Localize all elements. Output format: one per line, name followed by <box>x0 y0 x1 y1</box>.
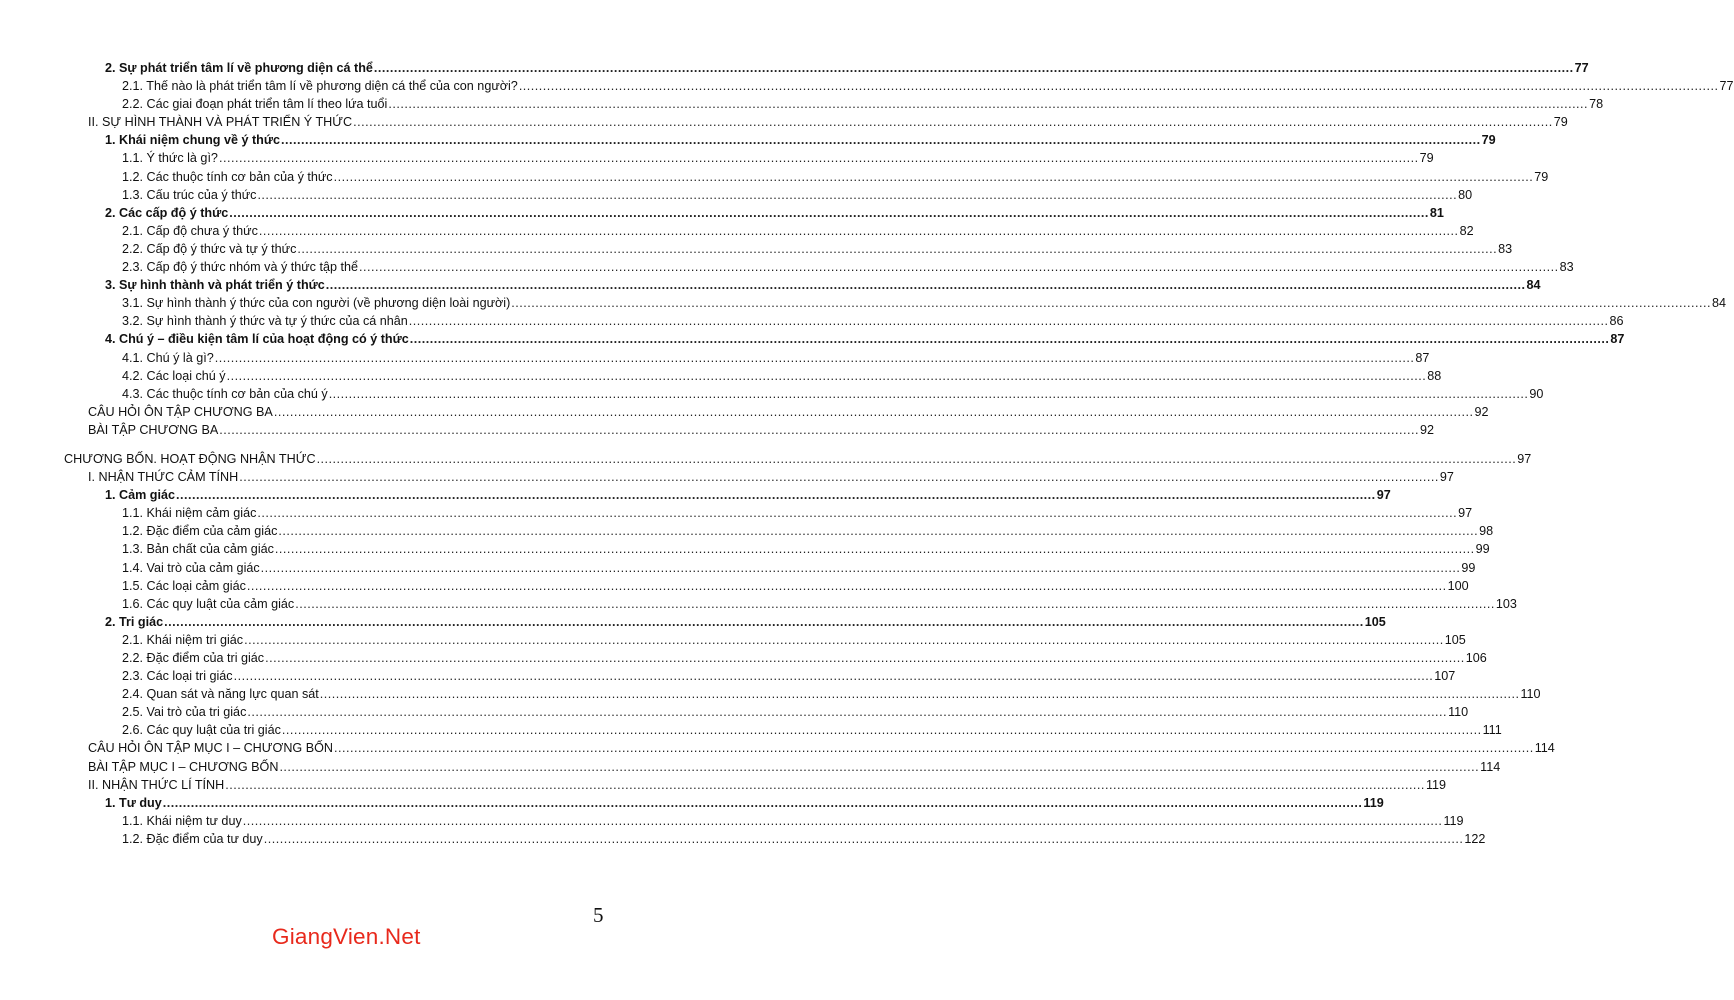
toc-entry-page: 77 <box>1719 79 1734 94</box>
toc-entry-page: 92 <box>1419 422 1434 437</box>
toc-entry-title: 2.1. Cấp độ chưa ý thức <box>122 223 258 238</box>
dot-leader: ............................................................................................................................................................................................................................................................................................................ <box>297 241 1498 256</box>
toc-row <box>0 504 1473 522</box>
toc-entry-page: 97 <box>1376 488 1391 503</box>
toc-entry[interactable] <box>105 794 1384 812</box>
dot-leader: ............................................................................................................................................................................................................................................................................................................ <box>295 596 1495 611</box>
toc-row <box>0 830 1486 848</box>
toc-entry-title: 3.1. Sự hình thành ý thức của con người (về phương diện loài người) <box>122 296 511 311</box>
table-of-contents <box>0 59 1734 848</box>
toc-entry[interactable] <box>122 168 1549 186</box>
toc-row <box>0 113 1568 131</box>
toc-entry-page: 105 <box>1364 614 1386 629</box>
toc-row <box>0 721 1502 739</box>
page-number: 5 <box>593 903 604 927</box>
toc-entry-title: CÂU HỎI ÔN TẬP CHƯƠNG BA <box>88 404 273 419</box>
toc-row <box>0 385 1544 403</box>
toc-entry-page: 83 <box>1559 260 1574 275</box>
toc-entry-title: BÀI TẬP CHƯƠNG BA <box>88 422 219 437</box>
toc-entry-page: 92 <box>1474 404 1489 419</box>
toc-entry[interactable] <box>88 776 1447 794</box>
dot-leader: ............................................................................................................................................................................................................................................................................................................ <box>388 97 1589 112</box>
dot-leader: ............................................................................................................................................................................................................................................................................................................ <box>334 741 1534 756</box>
toc-entry[interactable] <box>122 595 1517 613</box>
toc-entry-page: 97 <box>1517 451 1532 466</box>
toc-entry[interactable] <box>88 113 1568 131</box>
toc-entry[interactable] <box>122 559 1476 577</box>
toc-entry-page: 81 <box>1429 205 1444 220</box>
toc-row <box>0 450 1532 468</box>
toc-row <box>0 739 1555 757</box>
toc-row <box>0 276 1541 294</box>
toc-row <box>0 776 1447 794</box>
toc-row <box>0 349 1430 367</box>
toc-row <box>0 613 1386 631</box>
toc-entry-title: 1.1. Khái niệm cảm giác <box>122 506 257 521</box>
dot-leader: ............................................................................................................................................................................................................................................................................................................ <box>260 560 1461 575</box>
dot-leader: ............................................................................................................................................................................................................................................................................................................ <box>280 133 1481 148</box>
dot-leader: ............................................................................................................................................................................................................................................................................................................ <box>214 350 1415 365</box>
toc-entry[interactable] <box>122 222 1474 240</box>
toc-row <box>0 540 1490 558</box>
toc-entry[interactable] <box>122 540 1490 558</box>
toc-entry-page: 86 <box>1609 314 1624 329</box>
toc-entry-title: CHƯƠNG BỐN. HOẠT ĐỘNG NHẬN THỨC <box>64 451 316 466</box>
toc-entry-title: 2. Các cấp độ ý thức <box>105 205 229 220</box>
toc-entry[interactable] <box>122 312 1624 330</box>
toc-entry-page: 105 <box>1444 632 1466 647</box>
toc-entry-page: 100 <box>1447 578 1469 593</box>
toc-entry-page: 79 <box>1553 115 1568 130</box>
toc-entry[interactable] <box>105 613 1386 631</box>
toc-entry-page: 77 <box>1574 61 1589 75</box>
toc-entry-page: 99 <box>1475 542 1490 557</box>
toc-entry[interactable] <box>122 667 1456 685</box>
toc-row <box>0 794 1384 812</box>
dot-leader: ............................................................................................................................................................................................................................................................................................................ <box>278 524 1479 539</box>
toc-entry-title: 2.5. Vai trò của tri giác <box>122 705 247 720</box>
toc-row <box>0 186 1473 204</box>
dot-leader: ............................................................................................................................................................................................................................................................................................................ <box>319 687 1520 702</box>
dot-leader: ............................................................................................................................................................................................................................................................................................................ <box>328 386 1529 401</box>
toc-row <box>0 59 1589 77</box>
toc-entry[interactable] <box>88 739 1555 757</box>
dot-leader: ............................................................................................................................................................................................................................................................................................................ <box>409 332 1610 347</box>
dot-leader: ............................................................................................................................................................................................................................................................................................................ <box>263 831 1464 846</box>
dot-leader: ............................................................................................................................................................................................................................................................................................................ <box>281 723 1482 738</box>
toc-entry-page: 82 <box>1459 223 1474 238</box>
dot-leader: ............................................................................................................................................................................................................................................................................................................ <box>358 260 1559 275</box>
toc-entry-title: 3. Sự hình thành và phát triển ý thức <box>105 278 325 293</box>
toc-row <box>0 486 1391 504</box>
toc-entry-title: 2.4. Quan sát và năng lực quan sát <box>122 687 319 702</box>
toc-row <box>0 468 1454 486</box>
toc-entry-page: 78 <box>1589 97 1604 112</box>
toc-entry-page: 106 <box>1465 651 1487 665</box>
toc-entry-title: 1.2. Đặc điểm của tư duy <box>122 831 263 846</box>
toc-entry[interactable] <box>122 186 1473 204</box>
toc-entry[interactable] <box>122 577 1469 595</box>
toc-row <box>0 667 1456 685</box>
toc-entry-title: 1.1. Khái niệm tư duy <box>122 813 242 828</box>
toc-entry-title: 4. Chú ý – điều kiện tâm lí của hoạt động có ý thức <box>105 332 409 347</box>
watermark: GiangVien.Net <box>272 924 421 949</box>
toc-row <box>0 149 1434 167</box>
dot-leader: ............................................................................................................................................................................................................................................................................................................ <box>258 223 1459 238</box>
dot-leader: ............................................................................................................................................................................................................................................................................................................ <box>518 79 1719 94</box>
toc-entry[interactable] <box>64 450 1532 468</box>
dot-leader: ............................................................................................................................................................................................................................................................................................................ <box>162 795 1363 810</box>
dot-leader: ............................................................................................................................................................................................................................................................................................................ <box>408 314 1609 329</box>
toc-entry[interactable] <box>105 486 1391 504</box>
toc-entry[interactable] <box>122 703 1469 721</box>
toc-entry[interactable] <box>122 830 1486 848</box>
toc-entry[interactable] <box>105 131 1496 149</box>
toc-entry-page: 83 <box>1498 241 1513 256</box>
toc-entry-page: 84 <box>1711 296 1726 311</box>
dot-leader: ............................................................................................................................................................................................................................................................................................................ <box>244 632 1444 647</box>
toc-entry-page: 79 <box>1481 133 1496 148</box>
toc-row <box>0 367 1442 385</box>
dot-leader: ............................................................................................................................................................................................................................................................................................................ <box>274 542 1475 557</box>
toc-entry-page: 107 <box>1434 669 1456 684</box>
toc-entry[interactable] <box>122 240 1513 258</box>
toc-entry[interactable] <box>122 294 1726 312</box>
dot-leader: ............................................................................................................................................................................................................................................................................................................ <box>279 759 1480 774</box>
toc-entry-page: 103 <box>1495 596 1517 611</box>
toc-entry-page: 87 <box>1415 350 1430 365</box>
toc-entry-page: 87 <box>1610 332 1625 347</box>
toc-entry-page: 88 <box>1427 368 1442 383</box>
toc-entry-title: 1. Cảm giác <box>105 488 175 503</box>
toc-row <box>0 240 1513 258</box>
toc-row <box>0 522 1494 540</box>
toc-entry-page: 114 <box>1534 741 1555 756</box>
dot-leader: ............................................................................................................................................................................................................................................................................................................ <box>219 422 1419 437</box>
toc-entry-title: 2.2. Đặc điểm của tri giác <box>122 651 265 665</box>
dot-leader: ............................................................................................................................................................................................................................................................................................................ <box>247 705 1448 720</box>
dot-leader: ............................................................................................................................................................................................................................................................................................................ <box>164 614 1364 629</box>
toc-row <box>0 131 1496 149</box>
toc-entry[interactable] <box>122 149 1434 167</box>
toc-row <box>0 703 1469 721</box>
dot-leader: ............................................................................................................................................................................................................................................................................................................ <box>226 368 1427 383</box>
toc-row <box>0 222 1474 240</box>
toc-entry-title: 1.2. Đặc điểm của cảm giác <box>122 524 278 539</box>
toc-row <box>0 312 1624 330</box>
toc-entry[interactable] <box>122 631 1466 649</box>
toc-entry-page: 79 <box>1419 151 1434 166</box>
toc-entry-title: 2.1. Thế nào là phát triển tâm lí về phương diện cá thể của con người? <box>122 79 518 94</box>
toc-entry-title: 2.1. Khái niệm tri giác <box>122 632 244 647</box>
toc-entry[interactable] <box>122 649 1487 667</box>
toc-entry-page: 111 <box>1482 723 1502 738</box>
dot-leader: ............................................................................................................................................................................................................................................................................................................ <box>265 651 1465 665</box>
toc-entry-title: 3.2. Sự hình thành ý thức và tự ý thức của cá nhân <box>122 314 408 329</box>
toc-entry[interactable] <box>122 522 1494 540</box>
toc-entry[interactable] <box>88 421 1434 439</box>
toc-entry[interactable] <box>122 349 1430 367</box>
toc-entry-title: 4.1. Chú ý là gì? <box>122 350 214 365</box>
toc-entry[interactable] <box>122 504 1473 522</box>
toc-entry-page: 119 <box>1363 795 1384 810</box>
toc-row <box>0 204 1444 222</box>
toc-entry-title: 2.3. Cấp độ ý thức nhóm và ý thức tập thể <box>122 260 358 275</box>
toc-entry[interactable] <box>122 721 1502 739</box>
toc-entry-page: 90 <box>1529 386 1544 401</box>
toc-entry-title: 1. Tư duy <box>105 795 162 810</box>
dot-leader: ............................................................................................................................................................................................................................................................................................................ <box>257 187 1458 202</box>
toc-entry-title: 2. Sự phát triển tâm lí về phương diện cá thể <box>105 61 373 75</box>
toc-entry[interactable] <box>105 276 1541 294</box>
toc-entry-page: 110 <box>1520 687 1541 702</box>
toc-entry-title: 1.1. Ý thức là gì? <box>122 151 218 166</box>
dot-leader: ............................................................................................................................................................................................................................................................................................................ <box>233 669 1434 684</box>
toc-entry-page: 79 <box>1534 169 1549 184</box>
toc-entry-title: 1. Khái niệm chung về ý thức <box>105 133 280 148</box>
toc-entry-page: 98 <box>1479 524 1494 539</box>
toc-entry-page: 97 <box>1439 470 1454 485</box>
dot-leader: ............................................................................................................................................................................................................................................................................................................ <box>333 169 1534 184</box>
toc-entry-page: 80 <box>1458 187 1473 202</box>
toc-row <box>0 631 1466 649</box>
dot-leader: ............................................................................................................................................................................................................................................................................................................ <box>229 205 1429 220</box>
toc-entry-title: 4.3. Các thuộc tính cơ bản của chú ý <box>122 386 328 401</box>
toc-entry[interactable] <box>122 685 1541 703</box>
toc-entry-title: 1.2. Các thuộc tính cơ bản của ý thức <box>122 169 333 184</box>
toc-entry[interactable] <box>122 385 1544 403</box>
dot-leader: ............................................................................................................................................................................................................................................................................................................ <box>325 278 1526 293</box>
toc-row <box>0 758 1501 776</box>
toc-entry-page: 122 <box>1464 831 1486 846</box>
toc-row <box>0 403 1489 421</box>
toc-entry[interactable] <box>105 59 1589 77</box>
dot-leader: ............................................................................................................................................................................................................................................................................................................ <box>511 296 1711 311</box>
toc-entry-title: 1.6. Các quy luật của cảm giác <box>122 596 295 611</box>
toc-entry-title: 1.4. Vai trò của cảm giác <box>122 560 260 575</box>
toc-entry-page: 119 <box>1443 813 1464 828</box>
toc-entry-title: 1.3. Bản chất của cảm giác <box>122 542 274 557</box>
toc-row <box>0 421 1434 439</box>
toc-entry-page: 97 <box>1458 506 1473 521</box>
toc-entry[interactable] <box>122 367 1442 385</box>
toc-entry[interactable] <box>105 330 1625 348</box>
dot-leader: ............................................................................................................................................................................................................................................................................................................ <box>176 488 1376 503</box>
toc-entry-page: 114 <box>1480 759 1501 774</box>
toc-entry-title: 2.2. Các giai đoạn phát triển tâm lí theo lứa tuổi <box>122 97 388 112</box>
toc-entry-page: 84 <box>1526 278 1541 293</box>
toc-row <box>0 95 1604 113</box>
toc-entry[interactable] <box>122 812 1464 830</box>
toc-entry[interactable] <box>88 468 1454 486</box>
toc-row <box>0 168 1549 186</box>
toc-entry-title: 4.2. Các loại chú ý <box>122 368 226 383</box>
dot-leader: ............................................................................................................................................................................................................................................................................................................ <box>353 115 1553 130</box>
dot-leader: ............................................................................................................................................................................................................................................................................................................ <box>257 506 1458 521</box>
toc-entry-title: 2.2. Cấp độ ý thức và tự ý thức <box>122 241 297 256</box>
toc-entry-page: 119 <box>1425 777 1447 792</box>
toc-entry[interactable] <box>105 204 1444 222</box>
dot-leader: ............................................................................................................................................................................................................................................................................................................ <box>273 404 1474 419</box>
dot-leader: ............................................................................................................................................................................................................................................................................................................ <box>239 470 1439 485</box>
toc-entry-title: 2. Tri giác <box>105 614 164 629</box>
toc-entry-title: 1.3. Cấu trúc của ý thức <box>122 187 257 202</box>
toc-row <box>0 330 1625 348</box>
toc-entry-title: 2.3. Các loại tri giác <box>122 669 233 684</box>
toc-entry[interactable] <box>122 258 1574 276</box>
toc-entry-title: BÀI TẬP MỤC I – CHƯƠNG BỐN <box>88 759 279 774</box>
dot-leader: ............................................................................................................................................................................................................................................................................................................ <box>316 451 1517 466</box>
toc-row <box>0 812 1464 830</box>
dot-leader: ............................................................................................................................................................................................................................................................................................................ <box>246 578 1447 593</box>
toc-row <box>0 649 1487 667</box>
toc-row <box>0 294 1726 312</box>
dot-leader: ............................................................................................................................................................................................................................................................................................................ <box>242 813 1443 828</box>
toc-row <box>0 685 1541 703</box>
dot-leader: ............................................................................................................................................................................................................................................................................................................ <box>218 151 1419 166</box>
toc-row <box>0 559 1476 577</box>
dot-leader: ............................................................................................................................................................................................................................................................................................................ <box>225 777 1425 792</box>
toc-entry-title: II. SỰ HÌNH THÀNH VÀ PHÁT TRIỂN Ý THỨC <box>88 115 353 130</box>
toc-entry-title: 1.5. Các loại cảm giác <box>122 578 246 593</box>
toc-entry[interactable] <box>88 403 1489 421</box>
toc-entry-title: I. NHẬN THỨC CẢM TÍNH <box>88 470 239 485</box>
toc-entry-title: CÂU HỎI ÔN TẬP MỤC I – CHƯƠNG BỐN <box>88 741 334 756</box>
toc-row <box>0 577 1469 595</box>
dot-leader: ............................................................................................................................................................................................................................................................................................................ <box>373 61 1574 75</box>
toc-entry-page: 110 <box>1448 705 1469 720</box>
toc-entry-page: 99 <box>1461 560 1476 575</box>
toc-row <box>0 77 1734 95</box>
toc-entry[interactable] <box>122 77 1734 95</box>
toc-entry[interactable] <box>122 95 1604 113</box>
toc-entry-title: II. NHẬN THỨC LÍ TÍNH <box>88 777 225 792</box>
toc-entry[interactable] <box>88 758 1501 776</box>
toc-row <box>0 595 1517 613</box>
toc-entry-title: 2.6. Các quy luật của tri giác <box>122 723 281 738</box>
toc-row <box>0 258 1574 276</box>
